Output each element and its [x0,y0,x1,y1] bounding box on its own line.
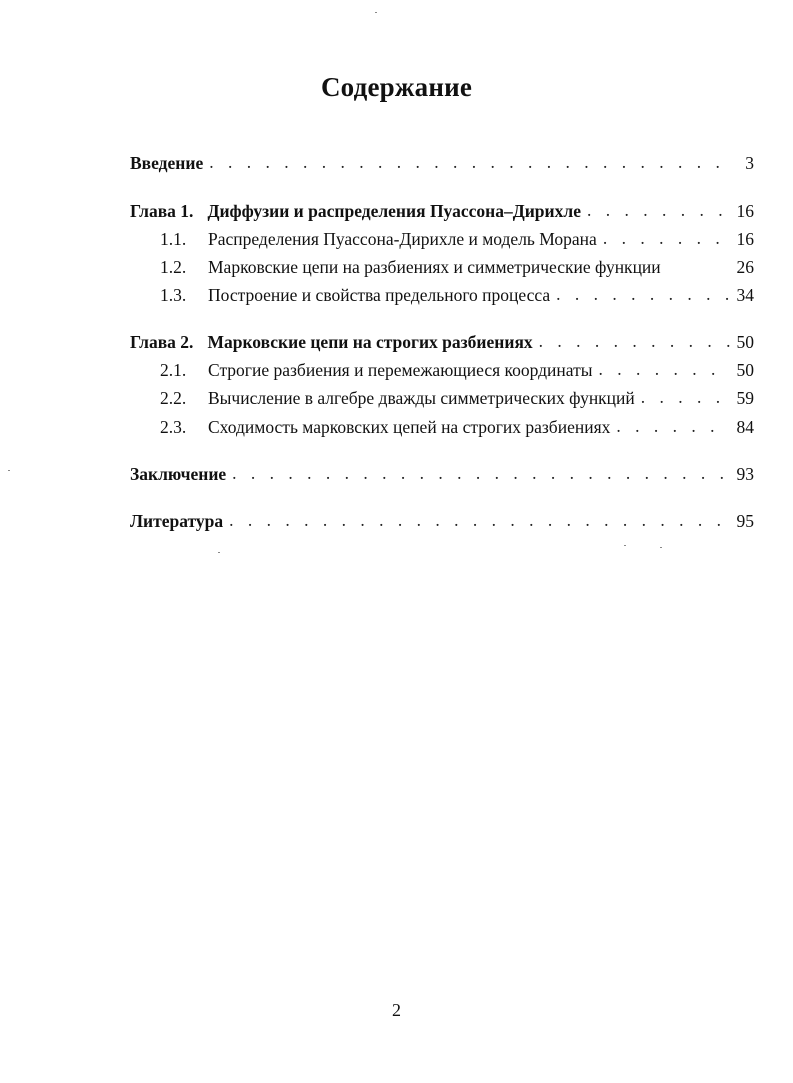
dot-leader [556,282,730,306]
dot-leader [599,357,731,381]
scan-speck [660,547,662,548]
toc-entry-page: 26 [736,257,754,277]
toc-entry-literature[interactable] [130,509,754,533]
dot-leader [232,461,730,485]
section-number: 2.2. [160,388,187,408]
scan-speck [218,552,220,553]
toc-entry-label: Построение и свойства предельного процесса [208,285,551,305]
dot-leader [616,414,730,438]
toc-entry-label: Строгие разбиения и перемежающиеся координаты [208,360,593,380]
chapter-number: Глава 2. [130,332,194,352]
toc-entry-label: Распределения Пуассона-Дирихле и модель Морана [208,229,597,249]
toc-entry-section-2-2[interactable] [130,386,754,410]
section-number: 1.2. [160,257,187,277]
toc-entry-chapter-1[interactable] [130,199,754,223]
toc-entry-page: 34 [736,285,754,305]
chapter-number: Глава 1. [130,201,194,221]
toc-entry-page: 59 [736,388,754,408]
toc-entry-page: 3 [745,153,754,173]
toc-entry-label: Вычисление в алгебре дважды симметрических функций [208,388,635,408]
section-number: 1.1. [160,229,187,249]
dot-leader [539,329,730,353]
dot-leader [209,150,730,174]
toc-entry-chapter-2[interactable] [130,330,754,354]
toc-entry-section-2-3[interactable] [130,415,754,439]
page-number: 2 [392,1000,401,1020]
scan-speck [375,12,377,13]
toc-entry-label: Введение [130,153,204,173]
dot-leader [641,385,730,409]
dot-leader [587,198,730,222]
toc-entry-label: Сходимость марковских цепей на строгих разбиениях [208,417,611,437]
toc-entry-page: 50 [736,360,754,380]
toc-entry-label: Литература [130,511,224,531]
toc-entry-section-2-1[interactable] [130,358,754,382]
section-number: 2.1. [160,360,187,380]
toc-entry-section-1-1[interactable] [130,227,754,251]
toc-entry-page: 16 [736,229,754,249]
section-number: 2.3. [160,417,187,437]
toc-entry-label: Диффузии и распределения Пуассона–Дирихле [207,201,581,221]
toc-entry-label: Марковские цепи на разбиениях и симметрические функции [208,257,661,277]
toc-entry-label: Марковские цепи на строгих разбиениях [207,332,533,352]
page-title: Содержание [320,72,473,102]
toc-entry-conclusion[interactable] [130,462,754,486]
toc-entry-label: Заключение [130,464,227,484]
toc-entry-page: 93 [736,464,754,484]
toc-entry-page: 16 [736,201,754,221]
toc-entry-page: 50 [736,332,754,352]
toc-entry-page: 84 [736,417,754,437]
section-number: 1.3. [160,285,187,305]
toc-entry-page: 95 [736,511,754,531]
toc-entry-section-1-2[interactable] [130,255,754,279]
scan-speck [624,545,626,546]
toc-entry-introduction[interactable] [130,151,754,175]
dot-leader [229,508,730,532]
toc-entry-section-1-3[interactable] [130,283,754,307]
dot-leader [603,226,730,250]
scan-speck [8,470,10,471]
